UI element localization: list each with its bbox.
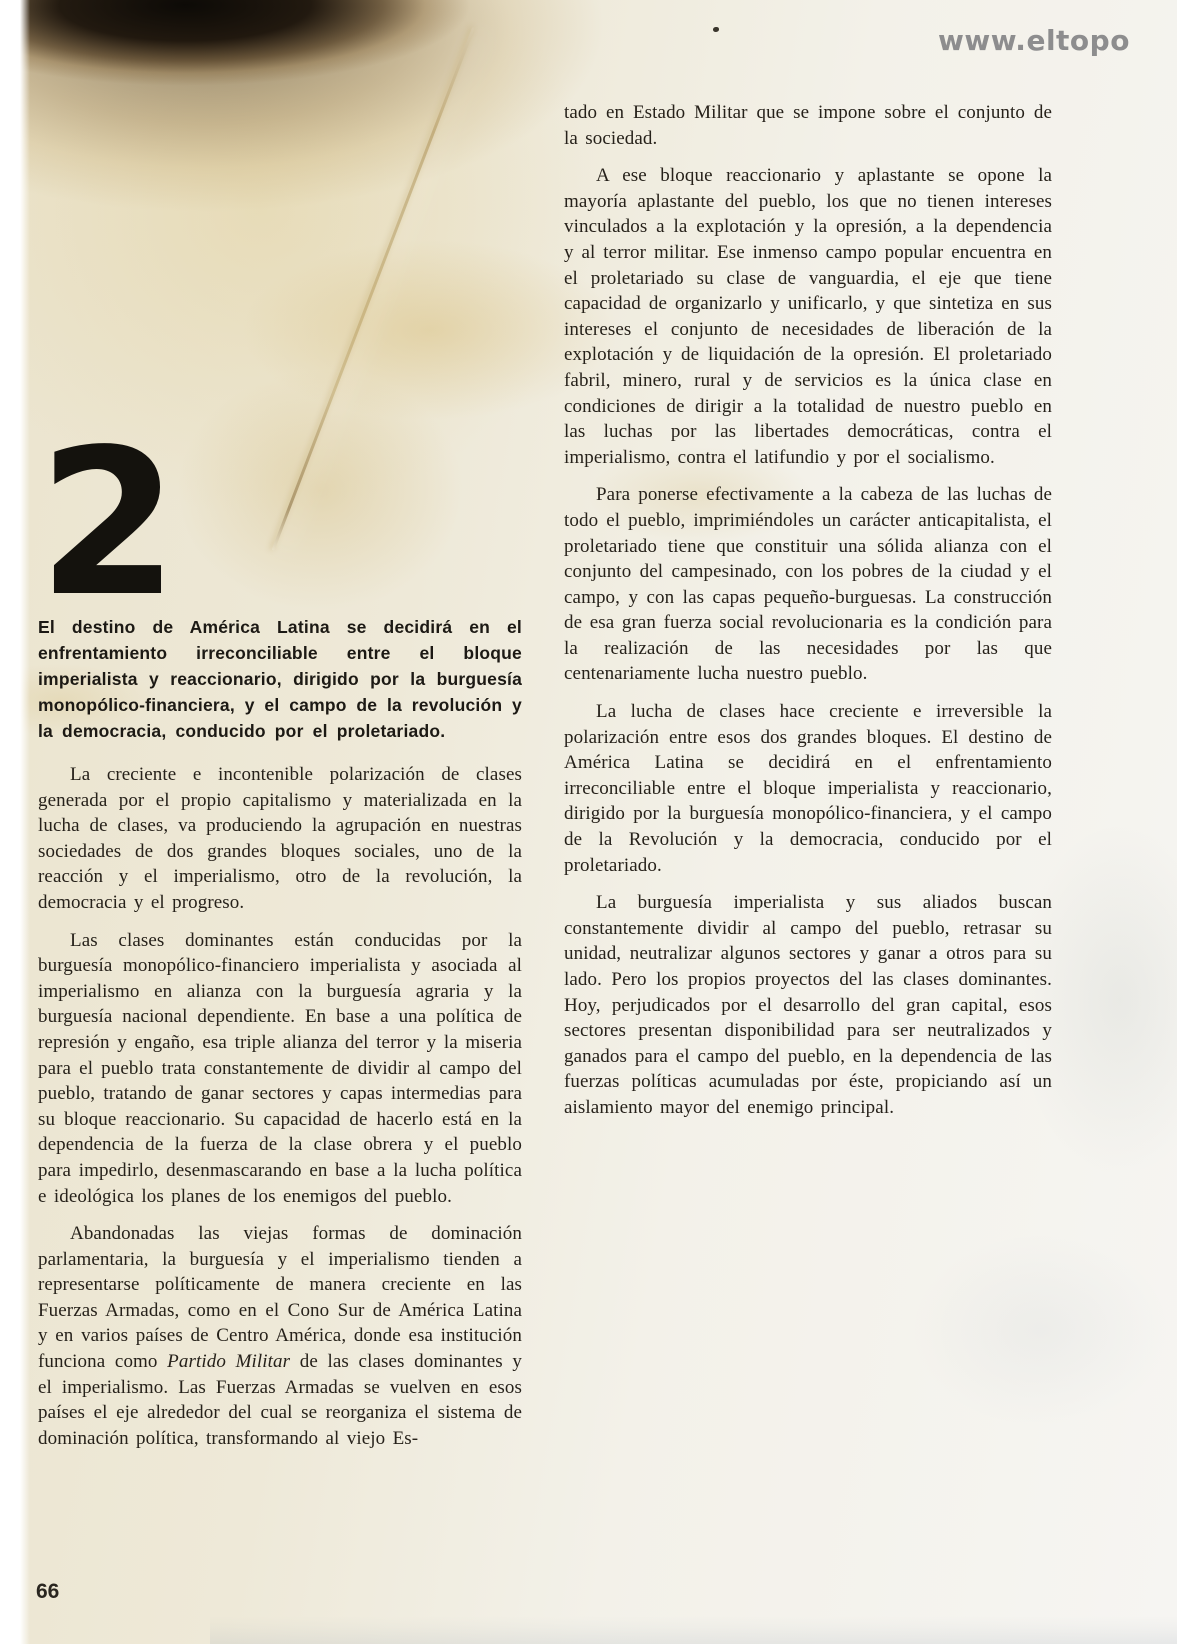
chapter-lead-paragraph: El destino de América Latina se decidirá en el enfrentamiento irreconciliable entre el bloque imperialista y reaccionario, dirigido por la burguesía monopólico-financiera, y el campo de la revolución y la democracia, conducido por el proletariado. — [38, 617, 522, 741]
chapter-number: 2 — [38, 405, 173, 641]
paragraph-text: Abandonadas las viejas formas de dominación parlamentaria, la burguesía y el imperialismo tienden a representarse políticamente de manera creciente en las Fuerzas Armadas, como en el Cono Sur de América Latina y en varios países de Centro América, donde esa institución funciona como — [38, 1223, 522, 1373]
paragraph: La creciente e incontenible polarización de clases generada por el propio capitalismo y materializada en la lucha de clases, va produciendo la agrupación en nuestras sociedades de dos grandes bloques sociales, uno de la reacción y el imperialismo, otro de la revolución, la democracia y el progreso. — [38, 764, 522, 913]
italic-phrase: Partido Militar — [167, 1351, 291, 1373]
paragraph-text: de las clases dominantes y el imperialismo. Las Fuerzas Armadas se vuelven en esos países el eje alrededor del cual se reorganiza el sistema de dominación política, transformando al viejo Es- — [38, 1351, 522, 1449]
paragraph: tado en Estado Militar que se impone sobre el conjunto de la sociedad. — [564, 102, 1052, 149]
paragraph: A ese bloque reaccionario y aplastante se opone la mayoría aplastante del pueblo, los que no tienen intereses vinculados a la explotación y la opresión, a la dependencia y al terror militar. Ese inmenso campo popular encuentra en el proletariado su clase de vanguardia, el eje que tiene capacidad de organizarlo y unificarlo, y que sintetiza en sus intereses el conjunto de necesidades de liberación de la explotación y de liquidación de la opresión. El proletariado fabril, minero, rural y de servicios es la única clase en condiciones de dirigir a la totalidad de nuestro pueblo en las luchas por las libertades democráticas, contra el imperialismo, contra el latifundio y por el socialismo. — [564, 165, 1052, 468]
left-text-column — [38, 405, 522, 1463]
scan-smudge — [210, 1616, 1177, 1644]
paragraph: Las clases dominantes están conducidas por la burguesía monopólico-financiero imperialista y asociada al imperialismo en alianza con la burguesía agraria y la burguesía nacional dependiente. En base a una política de represión y engaño, esa triple alianza del terror y la miseria para el pueblo trata constantemente de dividir al campo del pueblo, tratando de ganar sectores y capas intermedias para su bloque reaccionario. Su capacidad de hacerlo está en la dependencia de la fuerza de la clase obrera y el pueblo para impedirlo, desenmascarando en base a la lucha política e ideológica los planes de los enemigos del pueblo. — [38, 929, 522, 1207]
right-text-column — [564, 100, 1052, 1133]
paragraph: La lucha de clases hace creciente e irreversible la polarización entre esos dos grandes bloques. El destino de América Latina se decidirá en el enfrentamiento irreconciliable entre el bloque imperialista y reaccionario, dirigido por la burguesía monopólico-financiera, y el campo de la Revolución y la democracia, conducido por el proletariado. — [564, 701, 1052, 876]
paragraph — [38, 1221, 522, 1451]
paragraph: Para ponerse efectivamente a la cabeza de las luchas de todo el pueblo, imprimiéndoles un carácter anticapitalista, el proletariado tiene que constituir una sólida alianza con el conjunto del campesinado, con los pobres de la ciudad y el campo, y con las capas pequeño-burguesas. La construcción de esa gran fuerza social revolucionaria es la condición para la realización de las necesidades por las que centenariamente lucha nuestro pueblo. — [564, 484, 1052, 685]
paragraph: La burguesía imperialista y sus aliados buscan constantemente dividir al campo del pueblo, retrasar su unidad, neutralizar algunos sectores y ganar a otros para su lado. Pero los propios proyectos del las clases dominantes. Hoy, perjudicados por el desarrollo del gran capital, esos sectores presentan disponibilidad para ser neutralizados y ganados para el campo del pueblo, en la dependencia de las fuerzas políticas acumuladas por éste, propiciando así un aislamiento mayor del enemigo principal. — [564, 892, 1052, 1118]
page-number: 66 — [36, 1580, 60, 1603]
ink-speck — [713, 27, 719, 32]
watermark: www.eltopo — [938, 24, 1130, 57]
